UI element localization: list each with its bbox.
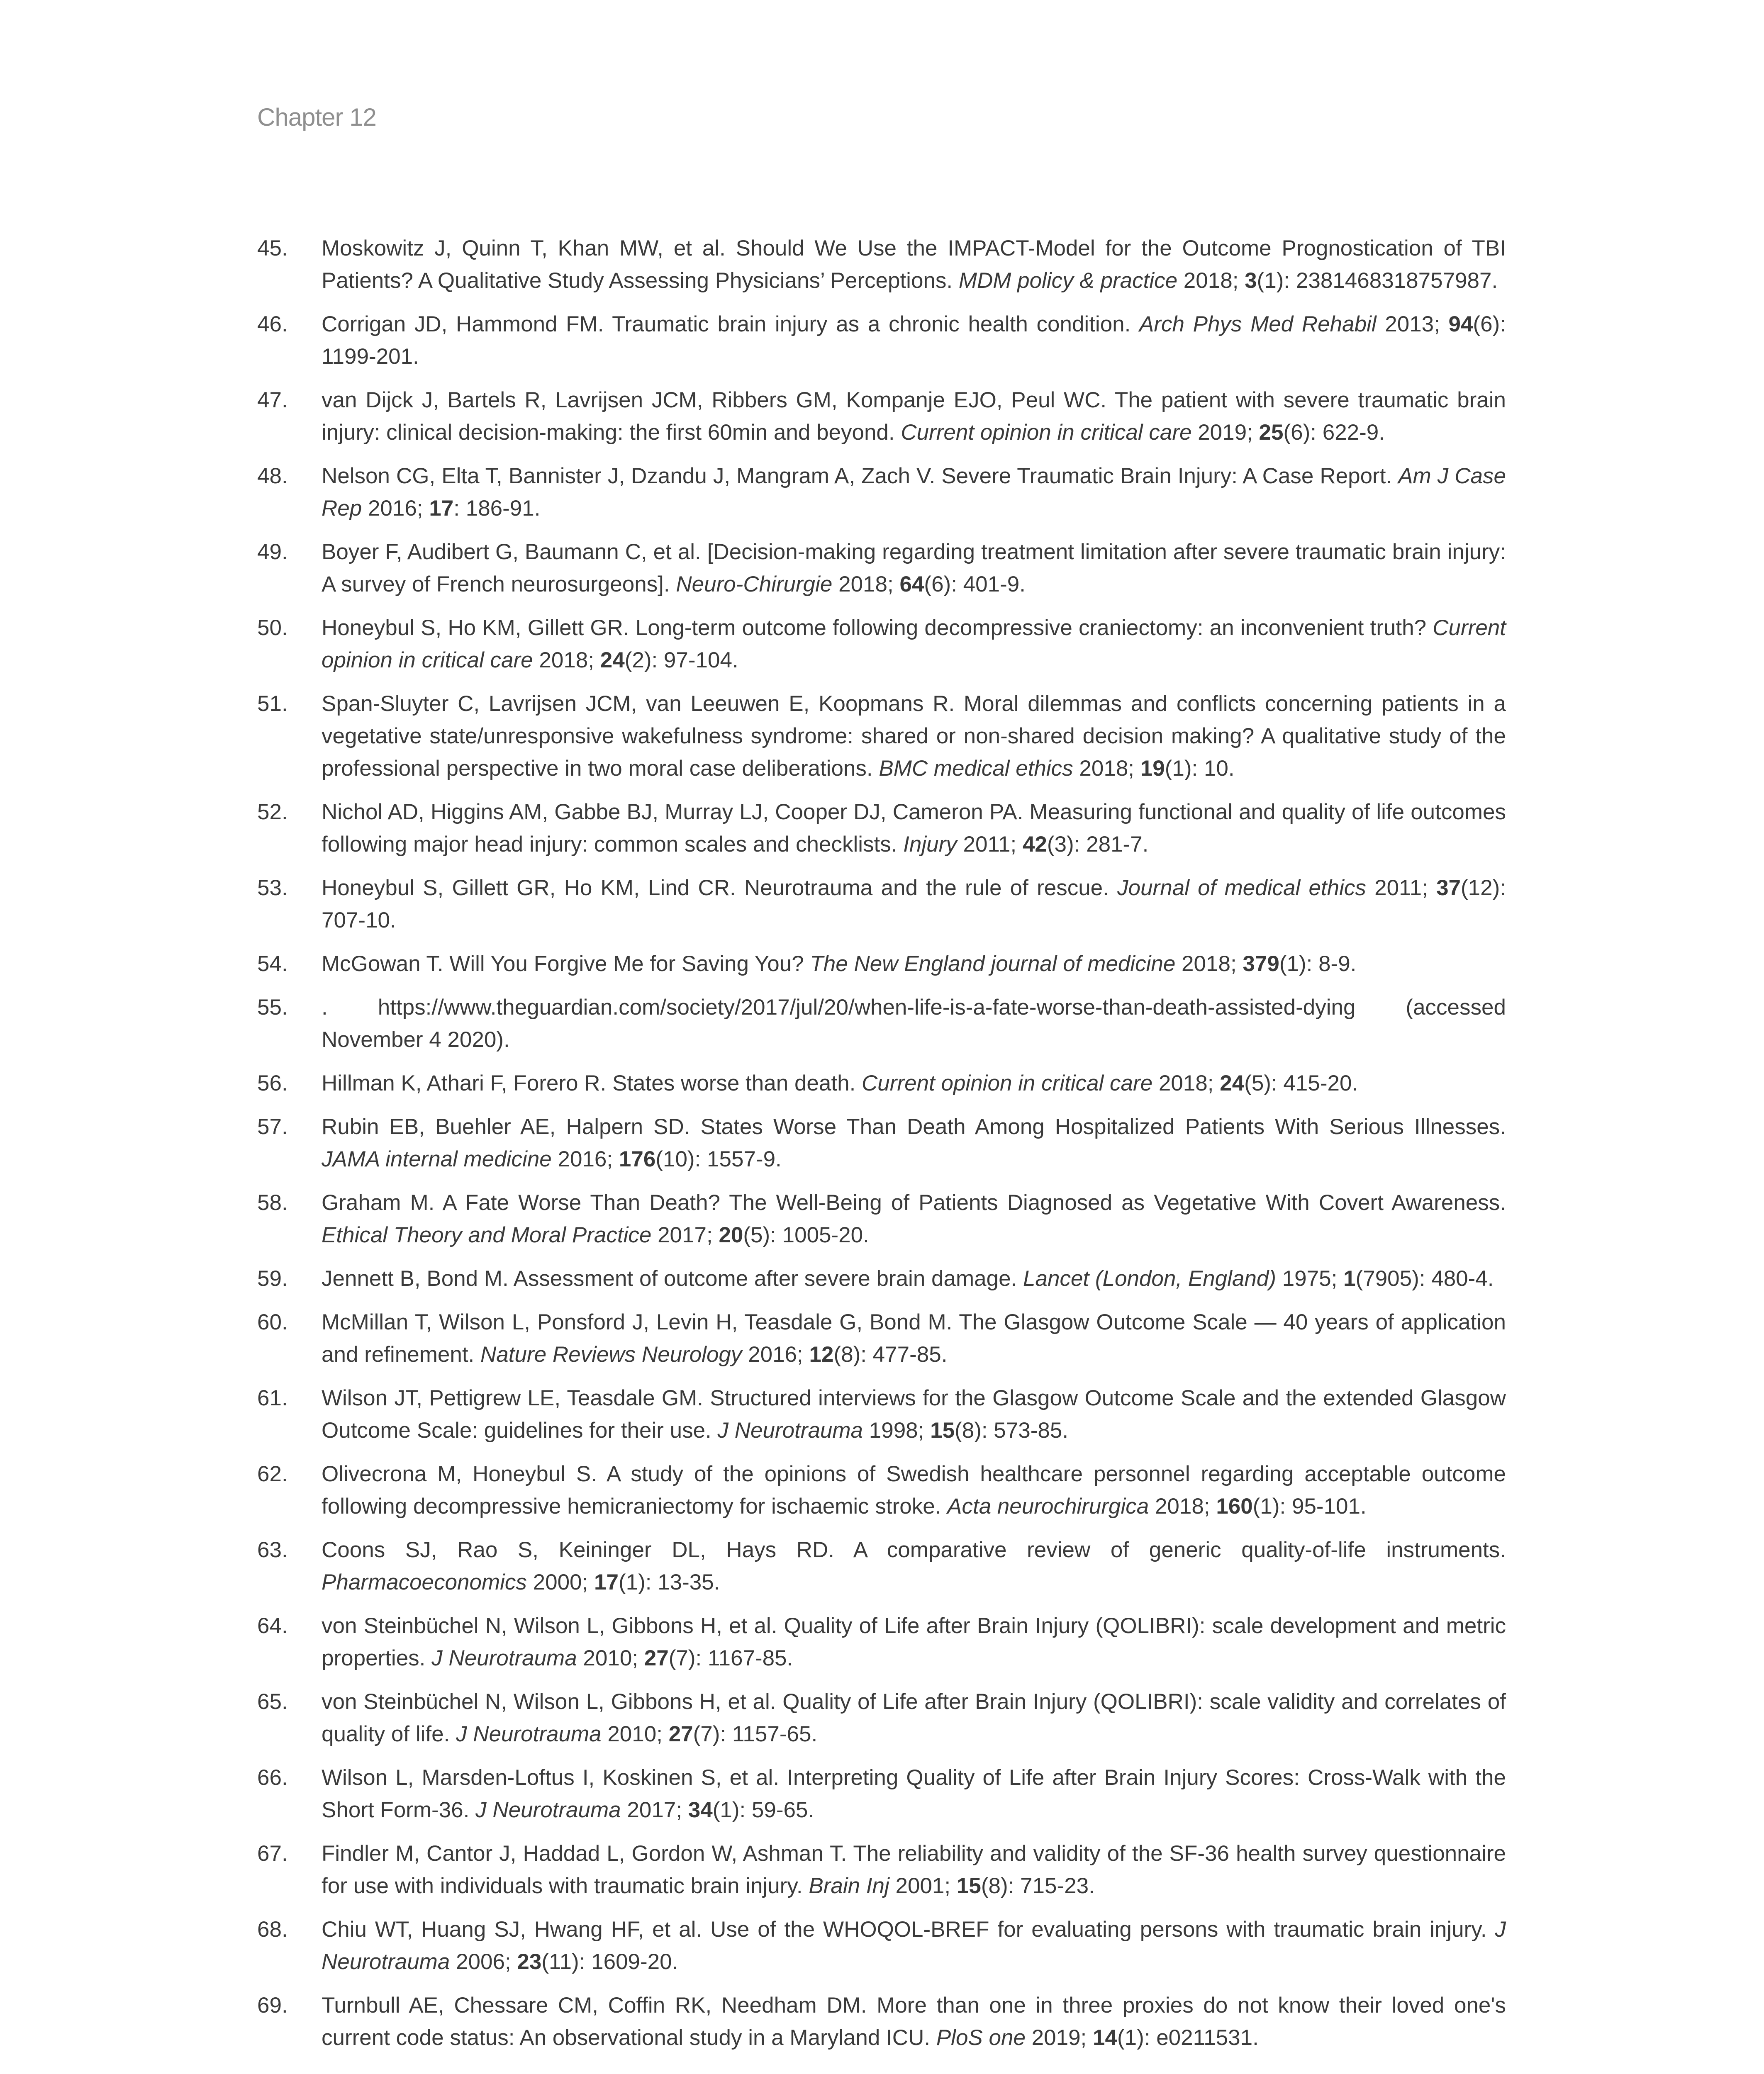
reference-item	[257, 1610, 1506, 1675]
reference-journal: Journal of medical ethics	[1117, 876, 1366, 900]
reference-year: 2018;	[832, 572, 900, 596]
reference-journal: JAMA internal medicine	[322, 1147, 552, 1171]
reference-volume: 160	[1216, 1494, 1253, 1519]
reference-item	[257, 612, 1506, 677]
reference-body: Jennett B, Bond M. Assessment of outcome after severe brain damage.	[322, 1266, 1023, 1291]
reference-journal: J Neurotrauma	[475, 1798, 621, 1822]
reference-item	[257, 1382, 1506, 1447]
reference-number: 69.	[257, 1993, 288, 2018]
reference-item	[257, 1989, 1506, 2054]
reference-year: 2017;	[621, 1798, 688, 1822]
reference-journal: Pharmacoeconomics	[322, 1570, 527, 1594]
reference-pages: (1): 10.	[1165, 756, 1235, 781]
reference-number: 55.	[257, 995, 288, 1020]
reference-year: 2018;	[533, 648, 600, 672]
reference-text	[322, 1462, 1506, 1519]
reference-body: van Dijck J, Bartels R, Lavrijsen JCM, Ribbers GM, Kompanje EJO, Peul WC. The patient with severe traumatic brain injury: clinical decision-making: the first 60min and beyond.	[322, 388, 1506, 445]
reference-item	[257, 1067, 1506, 1100]
reference-volume: 176	[619, 1147, 656, 1171]
reference-journal: J Neurotrauma	[322, 1917, 1506, 1974]
reference-number: 45.	[257, 236, 288, 260]
reference-text	[322, 1310, 1506, 1367]
reference-body: Coons SJ, Rao S, Keininger DL, Hays RD. A comparative review of generic quality-of-life instruments.	[322, 1538, 1506, 1562]
reference-journal: The New England journal of medicine	[810, 952, 1176, 976]
reference-volume: 19	[1140, 756, 1165, 781]
reference-number: 48.	[257, 464, 288, 488]
reference-pages: (6): 622-9.	[1283, 420, 1385, 445]
reference-pages: (11): 1609-20.	[541, 1950, 678, 1974]
reference-text	[322, 312, 1506, 369]
reference-body: Hillman K, Athari F, Forero R. States worse than death.	[322, 1071, 862, 1095]
reference-body: Honeybul S, Ho KM, Gillett GR. Long-term outcome following decompressive craniectomy: an inconvenient truth?	[322, 616, 1433, 640]
reference-text	[322, 616, 1506, 672]
reference-year: 2000;	[526, 1570, 594, 1594]
reference-volume: 23	[517, 1950, 542, 1974]
reference-pages: (2): 97-104.	[624, 648, 738, 672]
reference-journal: Ethical Theory and Moral Practice	[322, 1223, 652, 1247]
reference-volume: 34	[688, 1798, 713, 1822]
reference-year: 2011;	[957, 832, 1023, 857]
reference-pages: (7): 1157-65.	[693, 1722, 818, 1746]
reference-text	[322, 691, 1506, 781]
reference-item	[257, 1913, 1506, 1978]
reference-journal: Am J Case Rep	[322, 464, 1506, 521]
reference-body: . https://www.theguardian.com/society/2017/jul/20/when-life-is-a-fate-worse-than-death-assisted-dying (accessed November 4 2020).	[322, 995, 1506, 1052]
reference-number: 51.	[257, 691, 288, 716]
reference-journal: PloS one	[936, 2025, 1026, 2050]
reference-body: Wilson L, Marsden-Loftus I, Koskinen S, et al. Interpreting Quality of Life after Brain Injury Scores: Cross-Walk with the Short Form-36.	[322, 1765, 1506, 1822]
reference-text	[322, 540, 1506, 596]
reference-item	[257, 796, 1506, 861]
reference-volume: 94	[1448, 312, 1473, 336]
reference-number: 56.	[257, 1071, 288, 1095]
reference-text	[322, 1071, 1358, 1095]
reference-year: 2001;	[889, 1874, 957, 1898]
reference-body: Findler M, Cantor J, Haddad L, Gordon W, Ashman T. The reliability and validity of the SF-36 health survey questionnaire for use with individuals with traumatic brain injury.	[322, 1841, 1506, 1898]
reference-year: 2016;	[551, 1147, 619, 1171]
reference-number: 66.	[257, 1765, 288, 1790]
reference-journal: Arch Phys Med Rehabil	[1139, 312, 1377, 336]
reference-volume: 17	[429, 496, 454, 521]
reference-body: McMillan T, Wilson L, Ponsford J, Levin H, Teasdale G, Bond M. The Glasgow Outcome Scale — 40 years of application and refinement.	[322, 1310, 1506, 1367]
reference-volume: 24	[600, 648, 625, 672]
reference-year: 2018;	[1149, 1494, 1216, 1519]
reference-journal: Neuro-Chirurgie	[676, 572, 833, 596]
reference-body: Turnbull AE, Chessare CM, Coffin RK, Needham DM. More than one in three proxies do not know their loved one's current code status: An observational study in a Maryland ICU.	[322, 1993, 1506, 2050]
reference-body: Olivecrona M, Honeybul S. A study of the opinions of Swedish healthcare personnel regarding acceptable outcome following decompressive hemicraniectomy for ischaemic stroke.	[322, 1462, 1506, 1519]
reference-text	[322, 1841, 1506, 1898]
reference-body: von Steinbüchel N, Wilson L, Gibbons H, et al. Quality of Life after Brain Injury (QOLIBRI): scale development and metric properties.	[322, 1614, 1506, 1670]
reference-pages: : 186-91.	[453, 496, 541, 521]
reference-number: 60.	[257, 1310, 288, 1334]
running-head: Chapter 12	[257, 103, 376, 131]
reference-year: 2018;	[1175, 952, 1243, 976]
reference-journal: Nature Reviews Neurology	[480, 1342, 742, 1367]
reference-journal: Injury	[903, 832, 957, 857]
reference-text	[322, 1115, 1506, 1171]
reference-body: von Steinbüchel N, Wilson L, Gibbons H, et al. Quality of Life after Brain Injury (QOLIBRI): scale validity and correlates of quality of life.	[322, 1689, 1506, 1746]
reference-text	[322, 1689, 1506, 1746]
reference-volume: 3	[1245, 268, 1257, 293]
reference-number: 52.	[257, 800, 288, 824]
reference-pages: (6): 1199-201.	[322, 312, 1506, 369]
reference-pages: (1): 95-101.	[1252, 1494, 1367, 1519]
reference-number: 68.	[257, 1917, 288, 1942]
reference-number: 58.	[257, 1190, 288, 1215]
reference-pages: (5): 1005-20.	[743, 1223, 869, 1247]
reference-item	[257, 1263, 1506, 1295]
reference-text	[322, 1386, 1506, 1443]
reference-journal: Current opinion in critical care	[322, 616, 1506, 672]
reference-year: 2011;	[1366, 876, 1437, 900]
reference-text	[322, 995, 1506, 1052]
reference-body: Nichol AD, Higgins AM, Gabbe BJ, Murray LJ, Cooper DJ, Cameron PA. Measuring functional and quality of life outcomes following major head injury: common scales and checklists.	[322, 800, 1506, 857]
reference-number: 59.	[257, 1266, 288, 1291]
reference-body: Corrigan JD, Hammond FM. Traumatic brain injury as a chronic health condition.	[322, 312, 1140, 336]
reference-text	[322, 1993, 1506, 2050]
reference-volume: 379	[1243, 952, 1279, 976]
reference-item	[257, 991, 1506, 1056]
reference-text	[322, 236, 1506, 293]
reference-item	[257, 232, 1506, 297]
reference-journal: Acta neurochirurgica	[947, 1494, 1149, 1519]
reference-text	[322, 1917, 1506, 1974]
reference-body: McGowan T. Will You Forgive Me for Saving You?	[322, 952, 810, 976]
reference-body: Rubin EB, Buehler AE, Halpern SD. States Worse Than Death Among Hospitalized Patients With Serious Illnesses.	[322, 1115, 1506, 1139]
reference-journal: J Neurotrauma	[717, 1418, 863, 1443]
reference-item	[257, 1534, 1506, 1599]
reference-text	[322, 1538, 1506, 1594]
reference-number: 63.	[257, 1538, 288, 1562]
reference-body: Honeybul S, Gillett GR, Ho KM, Lind CR. Neurotrauma and the rule of rescue.	[322, 876, 1118, 900]
reference-pages: (7): 1167-85.	[668, 1646, 793, 1670]
reference-volume: 25	[1259, 420, 1284, 445]
reference-year: 2019;	[1025, 2025, 1093, 2050]
reference-item	[257, 948, 1506, 980]
reference-text	[322, 800, 1506, 857]
reference-pages: (10): 1557-9.	[655, 1147, 782, 1171]
reference-year: 2019;	[1191, 420, 1259, 445]
reference-item	[257, 1187, 1506, 1251]
reference-pages: (8): 715-23.	[981, 1874, 1095, 1898]
reference-text	[322, 1266, 1494, 1291]
reference-volume: 1	[1343, 1266, 1356, 1291]
reference-year: 2018;	[1073, 756, 1140, 781]
reference-number: 57.	[257, 1115, 288, 1139]
reference-body: Moskowitz J, Quinn T, Khan MW, et al. Should We Use the IMPACT-Model for the Outcome Prognostication of TBI Patients? A Qualitative Study Assessing Physicians’ Perceptions.	[322, 236, 1506, 293]
reference-year: 1998;	[863, 1418, 931, 1443]
reference-journal: J Neurotrauma	[431, 1646, 577, 1670]
reference-journal: Current opinion in critical care	[901, 420, 1192, 445]
reference-year: 2013;	[1376, 312, 1449, 336]
reference-pages: (1): 59-65.	[712, 1798, 814, 1822]
reference-year: 1975;	[1276, 1266, 1344, 1291]
reference-volume: 42	[1022, 832, 1047, 857]
reference-text	[322, 1765, 1506, 1822]
reference-number: 62.	[257, 1462, 288, 1486]
reference-body: Graham M. A Fate Worse Than Death? The Well-Being of Patients Diagnosed as Vegetative With Covert Awareness.	[322, 1190, 1506, 1215]
reference-pages: (3): 281-7.	[1047, 832, 1149, 857]
reference-pages: (8): 573-85.	[955, 1418, 1069, 1443]
reference-pages: (1): 2381468318757987.	[1257, 268, 1498, 293]
reference-journal: J Neurotrauma	[456, 1722, 602, 1746]
reference-volume: 17	[594, 1570, 619, 1594]
reference-pages: (7905): 480-4.	[1355, 1266, 1494, 1291]
reference-number: 54.	[257, 952, 288, 976]
reference-body: Boyer F, Audibert G, Baumann C, et al. [Decision-making regarding treatment limitation after severe traumatic brain injury: A survey of French neurosurgeons].	[322, 540, 1506, 596]
reference-pages: (1): 13-35.	[618, 1570, 720, 1594]
reference-item	[257, 1762, 1506, 1826]
reference-pages: (12): 707-10.	[322, 876, 1506, 932]
reference-text	[322, 464, 1506, 521]
reference-item	[257, 536, 1506, 601]
reference-item	[257, 1686, 1506, 1750]
reference-volume: 12	[809, 1342, 834, 1367]
reference-journal: Lancet (London, England)	[1023, 1266, 1276, 1291]
reference-year: 2016;	[362, 496, 429, 521]
reference-text	[322, 1614, 1506, 1670]
reference-year: 2010;	[601, 1722, 669, 1746]
reference-volume: 64	[899, 572, 924, 596]
reference-item	[257, 1111, 1506, 1176]
reference-number: 50.	[257, 616, 288, 640]
reference-year: 2018;	[1177, 268, 1245, 293]
reference-pages: (6): 401-9.	[924, 572, 1026, 596]
reference-item	[257, 1458, 1506, 1523]
reference-year: 2017;	[651, 1223, 719, 1247]
reference-list	[257, 232, 1506, 2065]
reference-journal: MDM policy & practice	[958, 268, 1178, 293]
reference-volume: 27	[644, 1646, 669, 1670]
reference-number: 64.	[257, 1614, 288, 1638]
reference-journal: BMC medical ethics	[879, 756, 1073, 781]
reference-volume: 24	[1220, 1071, 1245, 1095]
reference-volume: 27	[668, 1722, 693, 1746]
reference-text	[322, 1190, 1506, 1247]
reference-body: Chiu WT, Huang SJ, Hwang HF, et al. Use of the WHOQOL-BREF for evaluating persons with traumatic brain injury.	[322, 1917, 1495, 1942]
reference-pages: (5): 415-20.	[1244, 1071, 1358, 1095]
reference-number: 46.	[257, 312, 288, 336]
reference-item	[257, 460, 1506, 525]
reference-number: 65.	[257, 1689, 288, 1714]
reference-pages: (1): 8-9.	[1279, 952, 1357, 976]
reference-number: 49.	[257, 540, 288, 564]
reference-item	[257, 308, 1506, 373]
reference-text	[322, 952, 1356, 976]
reference-text	[322, 388, 1506, 445]
reference-text	[322, 876, 1506, 932]
reference-number: 67.	[257, 1841, 288, 1866]
reference-year: 2006;	[450, 1950, 517, 1974]
reference-pages: (1): e0211531.	[1117, 2025, 1259, 2050]
reference-item	[257, 688, 1506, 785]
reference-number: 61.	[257, 1386, 288, 1410]
reference-body: Wilson JT, Pettigrew LE, Teasdale GM. Structured interviews for the Glasgow Outcome Scale and the extended Glasgow Outcome Scale: guidelines for their use.	[322, 1386, 1506, 1443]
reference-item	[257, 1306, 1506, 1371]
reference-year: 2018;	[1152, 1071, 1220, 1095]
reference-year: 2010;	[577, 1646, 644, 1670]
reference-body: Span-Sluyter C, Lavrijsen JCM, van Leeuwen E, Koopmans R. Moral dilemmas and conflicts concerning patients in a vegetative state/unresponsive wakefulness syndrome: shared or non-shared decision making? A qualitative study of the professional perspective in two moral case deliberations.	[322, 691, 1506, 781]
reference-volume: 15	[930, 1418, 955, 1443]
reference-pages: (8): 477-85.	[833, 1342, 948, 1367]
reference-journal: Current opinion in critical care	[862, 1071, 1153, 1095]
reference-volume: 14	[1093, 2025, 1117, 2050]
reference-item	[257, 872, 1506, 937]
reference-item	[257, 1838, 1506, 1902]
reference-volume: 20	[719, 1223, 743, 1247]
reference-journal: Brain Inj	[809, 1874, 889, 1898]
reference-body: Nelson CG, Elta T, Bannister J, Dzandu J, Mangram A, Zach V. Severe Traumatic Brain Injury: A Case Report.	[322, 464, 1399, 488]
reference-year: 2016;	[742, 1342, 809, 1367]
reference-volume: 15	[956, 1874, 981, 1898]
reference-item	[257, 384, 1506, 449]
reference-number: 53.	[257, 876, 288, 900]
reference-number: 47.	[257, 388, 288, 412]
reference-volume: 37	[1436, 876, 1461, 900]
